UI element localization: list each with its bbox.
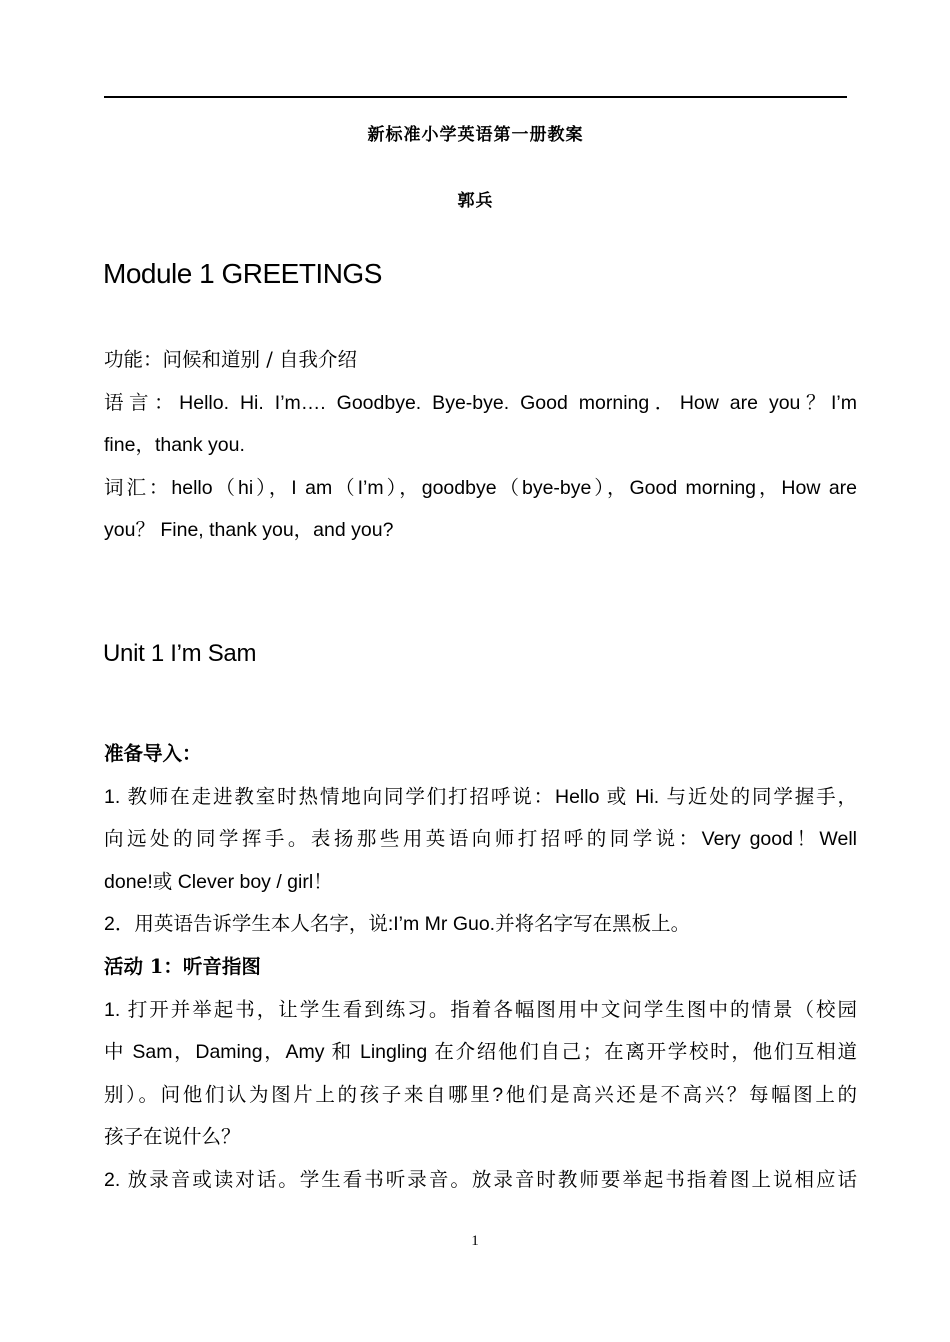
document-title: 新标准小学英语第一册教案: [367, 125, 584, 145]
module-language-line: 语言：Hello. Hi. I’m…. Goodbye. Bye-bye. Good morning．How are you？I’m: [104, 391, 857, 414]
module-language-line-cont: fine，thank you.: [104, 434, 245, 457]
activity-line: 别）。问他们认为图片上的孩子来自哪里?他们是高兴还是不高兴？每幅图上的: [104, 1083, 857, 1106]
header-rule: [104, 96, 847, 98]
unit-body: [104, 733, 857, 1202]
module-vocabulary-line-cont: you？ Fine, thank you，and you?: [104, 519, 394, 542]
warmup-line: 1. 教师在走进教室时热情地向同学们打招呼说：Hello 或 Hi. 与近处的同学握手，: [104, 785, 857, 808]
page-number: 1: [471, 1233, 479, 1249]
module-vocabulary-line: 词汇：hello（hi），I am（I’m），goodbye（bye-bye），Good morning，How are: [104, 476, 857, 499]
section-title-activity-1: 活动 1：听音指图: [104, 954, 261, 978]
section-title-warmup: 准备导入：: [104, 742, 202, 765]
unit-heading: Unit 1 I’m Sam: [103, 640, 257, 667]
warmup-line: 向远处的同学挥手。表扬那些用英语向师打招呼的同学说：Very good！Well: [104, 828, 857, 851]
module-function-line: 功能：问候和道别 / 自我介绍: [104, 348, 357, 371]
activity-line: 1. 打开并举起书，让学生看到练习。指着各幅图用中文问学生图中的情景（校园: [104, 998, 857, 1021]
document-author: 郭兵: [457, 191, 494, 211]
warmup-line: done!或 Clever boy / girl！: [104, 870, 333, 893]
activity-line: 2. 放录音或读对话。学生看书听录音。放录音时教师要举起书指着图上说相应话: [104, 1168, 857, 1191]
activity-line: 中 Sam，Daming，Amy 和 Lingling 在介绍他们自己；在离开学校时，他们互相道: [104, 1041, 857, 1064]
module-heading: Module 1 GREETINGS: [103, 258, 382, 289]
warmup-line: 2．用英语告诉学生本人名字，说:I’m Mr Guo.并将名字写在黑板上。: [104, 913, 691, 936]
activity-line: 孩子在说什么？: [104, 1126, 241, 1149]
module-description: [104, 339, 857, 552]
